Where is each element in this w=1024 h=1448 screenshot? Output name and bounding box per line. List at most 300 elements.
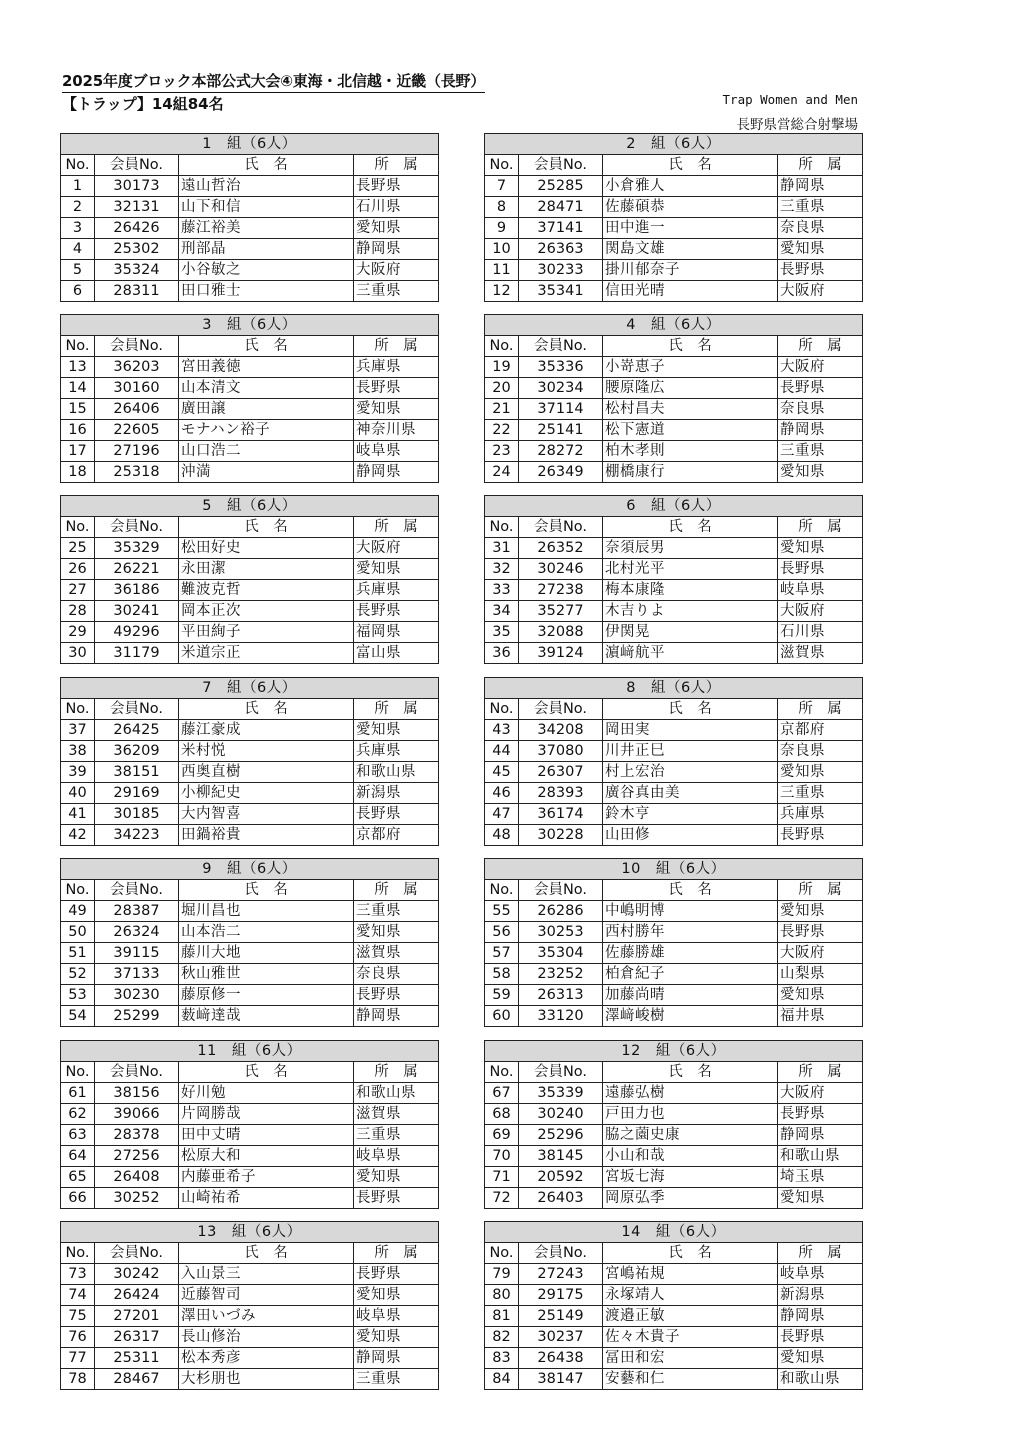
player-name: 腰原隆広	[603, 378, 778, 399]
prefecture: 三重県	[354, 1369, 439, 1390]
player-name: 松本秀彦	[179, 1348, 354, 1369]
table-row	[61, 176, 439, 197]
player-no: 2	[61, 197, 95, 218]
member-no: 30160	[95, 378, 179, 399]
player-name: 澤田いづみ	[179, 1306, 354, 1327]
player-name: 中嶋明博	[603, 901, 778, 922]
prefecture: 岐阜県	[778, 580, 863, 601]
table-row	[61, 580, 439, 601]
player-name: 松村昌夫	[603, 399, 778, 420]
prefecture: 静岡県	[778, 176, 863, 197]
player-no: 53	[61, 985, 95, 1006]
player-name: 冨田和宏	[603, 1348, 778, 1369]
prefecture: 京都府	[778, 720, 863, 741]
member-no: 37133	[95, 964, 179, 985]
member-no: 38151	[95, 762, 179, 783]
player-name: 村上宏治	[603, 762, 778, 783]
table-row	[485, 1264, 863, 1285]
column-header-no: No.	[485, 699, 519, 720]
prefecture: 長野県	[354, 985, 439, 1006]
member-no: 35339	[519, 1083, 603, 1104]
player-name: 宮坂七海	[603, 1167, 778, 1188]
group-table	[60, 677, 439, 846]
table-row	[485, 1104, 863, 1125]
player-name: 戸田力也	[603, 1104, 778, 1125]
column-header-no: No.	[485, 1243, 519, 1264]
prefecture: 新潟県	[778, 1285, 863, 1306]
column-header-pref: 所 属	[354, 336, 439, 357]
player-no: 20	[485, 378, 519, 399]
member-no: 37141	[519, 218, 603, 239]
table-row	[61, 762, 439, 783]
player-no: 36	[485, 643, 519, 664]
member-no: 27238	[519, 580, 603, 601]
column-header-pref: 所 属	[778, 155, 863, 176]
table-row	[61, 260, 439, 281]
member-no: 30185	[95, 804, 179, 825]
page-subtitle: 【トラップ】14組84名	[62, 95, 224, 113]
player-no: 19	[485, 357, 519, 378]
player-name: 遠藤弘樹	[603, 1083, 778, 1104]
column-header-name: 氏 名	[603, 1062, 778, 1083]
member-no: 35324	[95, 260, 179, 281]
prefecture: 三重県	[354, 281, 439, 302]
member-no: 25299	[95, 1006, 179, 1027]
player-no: 34	[485, 601, 519, 622]
group-header: 12 組（6人）	[485, 1041, 863, 1062]
group-header: 13 組（6人）	[61, 1222, 439, 1243]
player-no: 59	[485, 985, 519, 1006]
member-no: 26403	[519, 1188, 603, 1209]
column-header-no: No.	[485, 336, 519, 357]
prefecture: 和歌山県	[778, 1146, 863, 1167]
prefecture: 京都府	[354, 825, 439, 846]
table-row	[61, 1146, 439, 1167]
player-no: 61	[61, 1083, 95, 1104]
player-no: 78	[61, 1369, 95, 1390]
member-no: 25302	[95, 239, 179, 260]
prefecture: 大阪府	[778, 943, 863, 964]
prefecture: 静岡県	[354, 462, 439, 483]
prefecture: 静岡県	[354, 1006, 439, 1027]
member-no: 30173	[95, 176, 179, 197]
player-name: 小倉雅人	[603, 176, 778, 197]
prefecture: 三重県	[778, 783, 863, 804]
prefecture: 愛知県	[778, 1348, 863, 1369]
member-no: 26426	[95, 218, 179, 239]
group-table	[60, 133, 439, 302]
prefecture: 長野県	[354, 1188, 439, 1209]
table-row	[61, 538, 439, 559]
member-no: 26438	[519, 1348, 603, 1369]
table-row	[485, 985, 863, 1006]
player-name: 入山景三	[179, 1264, 354, 1285]
table-row	[485, 176, 863, 197]
column-header-pref: 所 属	[778, 880, 863, 901]
column-header-no: No.	[61, 336, 95, 357]
player-no: 52	[61, 964, 95, 985]
member-no: 28378	[95, 1125, 179, 1146]
column-header-pref: 所 属	[354, 1062, 439, 1083]
prefecture: 大阪府	[778, 601, 863, 622]
column-header-member-no: 会員No.	[95, 155, 179, 176]
table-row	[61, 783, 439, 804]
table-row	[485, 462, 863, 483]
table-row	[61, 239, 439, 260]
prefecture: 愛知県	[354, 1327, 439, 1348]
table-row	[485, 197, 863, 218]
table-row	[485, 1306, 863, 1327]
prefecture: 大阪府	[354, 538, 439, 559]
prefecture: 愛知県	[354, 1285, 439, 1306]
player-name: 平田絢子	[179, 622, 354, 643]
member-no: 30241	[95, 601, 179, 622]
prefecture: 埼玉県	[778, 1167, 863, 1188]
prefecture: 岐阜県	[354, 1146, 439, 1167]
column-header-no: No.	[485, 517, 519, 538]
prefecture: 愛知県	[778, 901, 863, 922]
member-no: 30234	[519, 378, 603, 399]
table-row	[61, 804, 439, 825]
table-row	[485, 643, 863, 664]
member-no: 27256	[95, 1146, 179, 1167]
table-row	[61, 601, 439, 622]
player-no: 80	[485, 1285, 519, 1306]
prefecture: 滋賀県	[354, 1104, 439, 1125]
prefecture: 長野県	[778, 559, 863, 580]
table-row	[61, 218, 439, 239]
table-row	[61, 1104, 439, 1125]
prefecture: 長野県	[354, 378, 439, 399]
player-name: 佐藤碩恭	[603, 197, 778, 218]
member-no: 28272	[519, 441, 603, 462]
prefecture: 岐阜県	[778, 1264, 863, 1285]
player-no: 51	[61, 943, 95, 964]
member-no: 36174	[519, 804, 603, 825]
player-no: 62	[61, 1104, 95, 1125]
player-name: 片岡勝哉	[179, 1104, 354, 1125]
column-header-member-no: 会員No.	[519, 336, 603, 357]
player-no: 57	[485, 943, 519, 964]
column-header-name: 氏 名	[179, 155, 354, 176]
player-no: 60	[485, 1006, 519, 1027]
prefecture: 大阪府	[778, 357, 863, 378]
player-name: 藤原修一	[179, 985, 354, 1006]
group-table	[484, 133, 863, 302]
table-row	[61, 901, 439, 922]
player-no: 55	[485, 901, 519, 922]
member-no: 28467	[95, 1369, 179, 1390]
player-no: 6	[61, 281, 95, 302]
table-row	[485, 1369, 863, 1390]
player-name: 松田好史	[179, 538, 354, 559]
player-no: 48	[485, 825, 519, 846]
group-header: 4 組（6人）	[485, 315, 863, 336]
player-no: 31	[485, 538, 519, 559]
column-header-pref: 所 属	[778, 1243, 863, 1264]
player-no: 7	[485, 176, 519, 197]
player-name: 好川勉	[179, 1083, 354, 1104]
column-header-no: No.	[61, 517, 95, 538]
group-table	[60, 1221, 439, 1390]
member-no: 30246	[519, 559, 603, 580]
player-name: 山口浩二	[179, 441, 354, 462]
table-row	[485, 1327, 863, 1348]
player-no: 71	[485, 1167, 519, 1188]
table-row	[61, 281, 439, 302]
player-no: 24	[485, 462, 519, 483]
column-header-name: 氏 名	[179, 336, 354, 357]
prefecture: 静岡県	[778, 420, 863, 441]
member-no: 26363	[519, 239, 603, 260]
member-no: 39124	[519, 643, 603, 664]
group-table	[484, 495, 863, 664]
prefecture: 三重県	[778, 441, 863, 462]
column-header-pref: 所 属	[778, 1062, 863, 1083]
prefecture: 長野県	[778, 1327, 863, 1348]
player-name: 大杉朋也	[179, 1369, 354, 1390]
prefecture: 岐阜県	[354, 1306, 439, 1327]
prefecture: 愛知県	[354, 1167, 439, 1188]
table-row	[61, 559, 439, 580]
prefecture: 石川県	[778, 622, 863, 643]
member-no: 26313	[519, 985, 603, 1006]
group-header: 6 組（6人）	[485, 496, 863, 517]
member-no: 26406	[95, 399, 179, 420]
prefecture: 長野県	[354, 1264, 439, 1285]
player-no: 75	[61, 1306, 95, 1327]
player-name: 廣谷真由美	[603, 783, 778, 804]
table-row	[61, 720, 439, 741]
player-name: 沖満	[179, 462, 354, 483]
table-row	[61, 1369, 439, 1390]
player-no: 73	[61, 1264, 95, 1285]
member-no: 35304	[519, 943, 603, 964]
member-no: 26317	[95, 1327, 179, 1348]
prefecture: 愛知県	[778, 985, 863, 1006]
member-no: 38147	[519, 1369, 603, 1390]
player-name: 藤江豪成	[179, 720, 354, 741]
player-no: 27	[61, 580, 95, 601]
prefecture: 福井県	[778, 1006, 863, 1027]
player-no: 39	[61, 762, 95, 783]
member-no: 31179	[95, 643, 179, 664]
player-name: 山崎祐希	[179, 1188, 354, 1209]
member-no: 25296	[519, 1125, 603, 1146]
column-header-name: 氏 名	[179, 880, 354, 901]
member-no: 30233	[519, 260, 603, 281]
member-no: 30230	[95, 985, 179, 1006]
table-row	[61, 462, 439, 483]
player-no: 12	[485, 281, 519, 302]
player-name: 山下和信	[179, 197, 354, 218]
player-name: 岡田実	[603, 720, 778, 741]
player-name: 信田光晴	[603, 281, 778, 302]
player-no: 15	[61, 399, 95, 420]
column-header-no: No.	[485, 1062, 519, 1083]
column-header-no: No.	[61, 155, 95, 176]
member-no: 26408	[95, 1167, 179, 1188]
column-header-name: 氏 名	[179, 517, 354, 538]
prefecture: 愛知県	[354, 218, 439, 239]
column-header-member-no: 会員No.	[95, 336, 179, 357]
player-no: 5	[61, 260, 95, 281]
member-no: 36203	[95, 357, 179, 378]
column-header-member-no: 会員No.	[519, 880, 603, 901]
member-no: 36209	[95, 741, 179, 762]
prefecture: 静岡県	[778, 1306, 863, 1327]
player-no: 68	[485, 1104, 519, 1125]
member-no: 34223	[95, 825, 179, 846]
player-no: 10	[485, 239, 519, 260]
table-row	[485, 1167, 863, 1188]
group-header: 7 組（6人）	[61, 678, 439, 699]
table-row	[485, 559, 863, 580]
table-row	[485, 239, 863, 260]
column-header-pref: 所 属	[778, 517, 863, 538]
member-no: 25149	[519, 1306, 603, 1327]
group-table	[484, 1221, 863, 1390]
table-row	[485, 783, 863, 804]
player-name: 永塚靖人	[603, 1285, 778, 1306]
prefecture: 奈良県	[778, 218, 863, 239]
column-header-member-no: 会員No.	[519, 155, 603, 176]
prefecture: 三重県	[354, 901, 439, 922]
player-no: 43	[485, 720, 519, 741]
member-no: 30240	[519, 1104, 603, 1125]
table-row	[61, 399, 439, 420]
table-row	[485, 1146, 863, 1167]
table-row	[485, 720, 863, 741]
prefecture: 愛知県	[354, 399, 439, 420]
table-row	[61, 378, 439, 399]
player-name: 川井正巳	[603, 741, 778, 762]
group-header: 14 組（6人）	[485, 1222, 863, 1243]
table-row	[485, 1125, 863, 1146]
prefecture: 愛知県	[778, 1188, 863, 1209]
player-name: 木吉りよ	[603, 601, 778, 622]
player-no: 49	[61, 901, 95, 922]
group-header: 11 組（6人）	[61, 1041, 439, 1062]
player-no: 33	[485, 580, 519, 601]
table-row	[61, 985, 439, 1006]
player-no: 47	[485, 804, 519, 825]
player-no: 29	[61, 622, 95, 643]
prefecture: 石川県	[354, 197, 439, 218]
member-no: 34208	[519, 720, 603, 741]
player-no: 38	[61, 741, 95, 762]
table-row	[61, 1125, 439, 1146]
member-no: 27201	[95, 1306, 179, 1327]
prefecture: 和歌山県	[354, 762, 439, 783]
table-row	[485, 1006, 863, 1027]
member-no: 49296	[95, 622, 179, 643]
player-no: 74	[61, 1285, 95, 1306]
member-no: 37080	[519, 741, 603, 762]
table-row	[485, 378, 863, 399]
player-name: 奈須辰男	[603, 538, 778, 559]
player-no: 13	[61, 357, 95, 378]
prefecture: 長野県	[778, 378, 863, 399]
player-name: 秋山雅世	[179, 964, 354, 985]
table-row	[485, 622, 863, 643]
player-no: 18	[61, 462, 95, 483]
player-name: 掛川郁奈子	[603, 260, 778, 281]
player-no: 37	[61, 720, 95, 741]
prefecture: 愛知県	[778, 462, 863, 483]
table-row	[485, 357, 863, 378]
player-no: 69	[485, 1125, 519, 1146]
player-name: 西村勝年	[603, 922, 778, 943]
table-row	[61, 197, 439, 218]
table-row	[485, 281, 863, 302]
page-title: 2025年度ブロック本部公式大会④東海・北信越・近畿（長野）	[62, 70, 485, 93]
prefecture: 和歌山県	[778, 1369, 863, 1390]
prefecture: 大阪府	[778, 1083, 863, 1104]
player-name: モナハン裕子	[179, 420, 354, 441]
group-table	[484, 314, 863, 483]
table-row	[485, 538, 863, 559]
member-no: 25318	[95, 462, 179, 483]
member-no: 38156	[95, 1083, 179, 1104]
column-header-name: 氏 名	[603, 880, 778, 901]
player-name: 柏木孝則	[603, 441, 778, 462]
player-name: 小嵜恵子	[603, 357, 778, 378]
column-header-pref: 所 属	[354, 517, 439, 538]
table-row	[485, 580, 863, 601]
player-no: 76	[61, 1327, 95, 1348]
group-table	[60, 858, 439, 1027]
prefecture: 兵庫県	[354, 741, 439, 762]
player-no: 9	[485, 218, 519, 239]
player-no: 41	[61, 804, 95, 825]
prefecture: 大阪府	[778, 281, 863, 302]
member-no: 32131	[95, 197, 179, 218]
column-header-pref: 所 属	[354, 880, 439, 901]
player-no: 67	[485, 1083, 519, 1104]
player-name: 藤江裕美	[179, 218, 354, 239]
column-header-name: 氏 名	[603, 699, 778, 720]
player-name: 刑部晶	[179, 239, 354, 260]
prefecture: 長野県	[354, 601, 439, 622]
player-no: 32	[485, 559, 519, 580]
table-row	[61, 441, 439, 462]
table-row	[61, 420, 439, 441]
table-row	[61, 1327, 439, 1348]
column-header-no: No.	[61, 1243, 95, 1264]
column-header-pref: 所 属	[778, 699, 863, 720]
group-table	[484, 858, 863, 1027]
player-no: 84	[485, 1369, 519, 1390]
table-row	[485, 1285, 863, 1306]
prefecture: 三重県	[354, 1125, 439, 1146]
prefecture: 滋賀県	[354, 943, 439, 964]
table-row	[485, 825, 863, 846]
player-no: 23	[485, 441, 519, 462]
member-no: 27196	[95, 441, 179, 462]
member-no: 29175	[519, 1285, 603, 1306]
member-no: 35336	[519, 357, 603, 378]
player-name: 加藤尚晴	[603, 985, 778, 1006]
player-no: 1	[61, 176, 95, 197]
player-no: 81	[485, 1306, 519, 1327]
table-row	[61, 622, 439, 643]
player-no: 46	[485, 783, 519, 804]
prefecture: 奈良県	[354, 964, 439, 985]
player-no: 58	[485, 964, 519, 985]
table-row	[485, 420, 863, 441]
member-no: 36186	[95, 580, 179, 601]
